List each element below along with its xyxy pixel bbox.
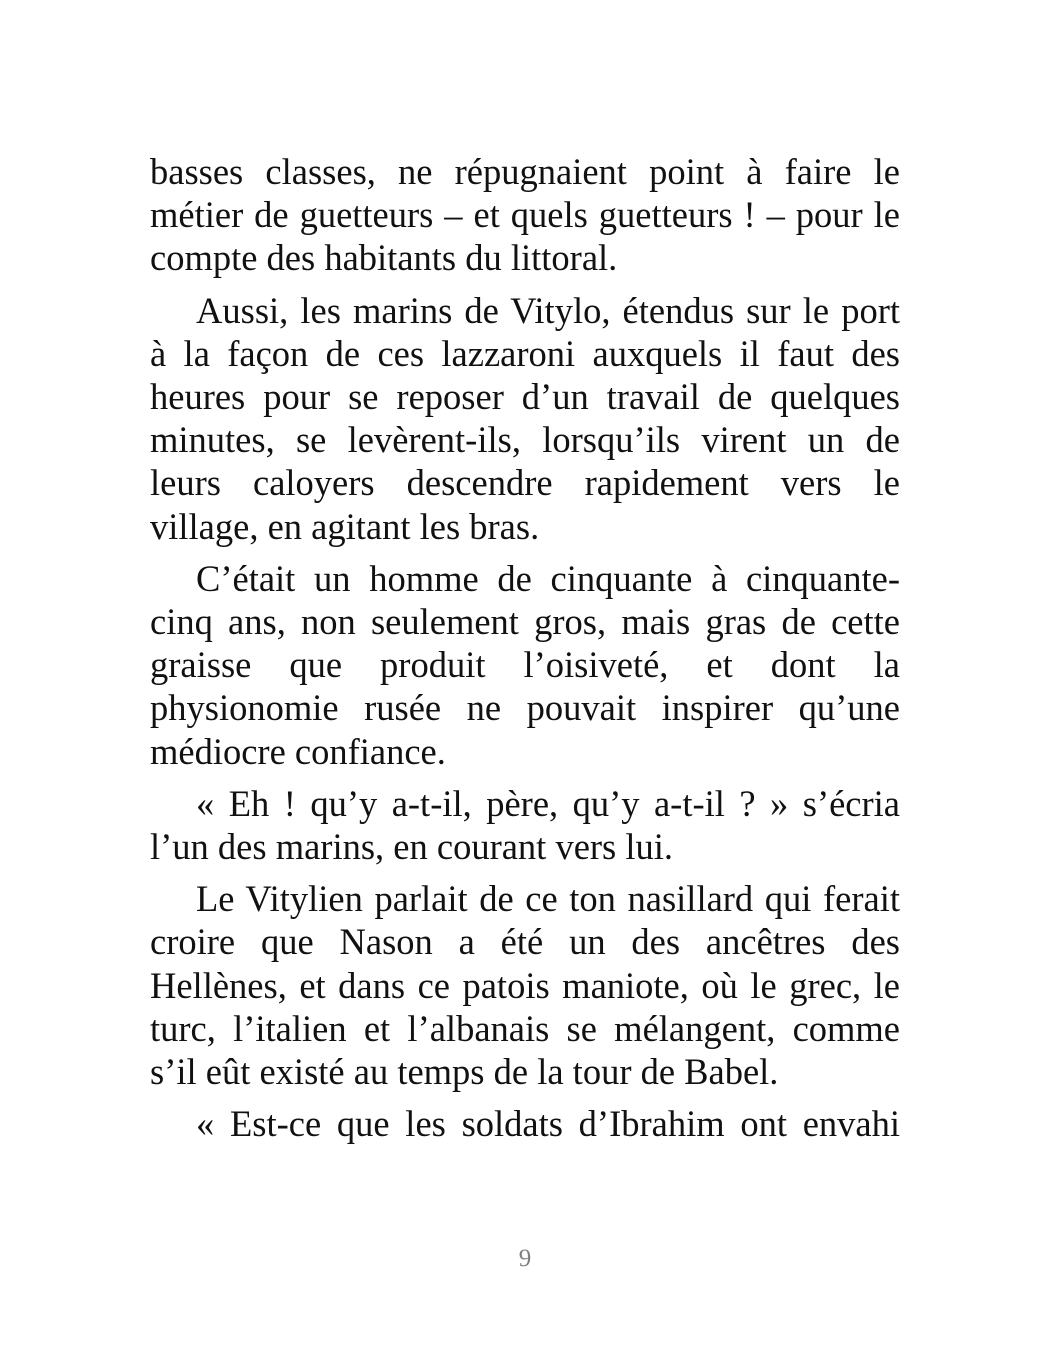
paragraph-continuation: basses classes, ne répugnaient point à faire le métier de guetteurs – et quels guetteurs ! – pour le compte des habitants du littoral. (150, 151, 900, 279)
paragraph-dialogue: « Eh ! qu’y a-t-il, père, qu’y a-t-il ? » s’écria l’un des marins, en courant vers lui. (150, 782, 900, 868)
paragraph-caloyer: C’était un homme de cinquante à cinquante-cinq ans, non seulement gros, mais gras de cette graisse que produit l’oisiveté, et dont la physionomie rusée ne pouvait inspirer qu’une médiocre confiance. (150, 557, 900, 772)
paragraph-marins: Aussi, les marins de Vitylo, étendus sur le port à la façon de ces lazzaroni auxquels il faut des heures pour se reposer d’un travail de quelques minutes, se levèrent-ils, lorsqu’ils virent un de leurs caloyers descendre rapidement vers le village, en agitant les bras. (150, 289, 900, 547)
paragraph-vitylien: Le Vitylien parlait de ce ton nasillard qui ferait croire que Nason a été un des ancêtres des Hellènes, et dans ce patois maniote, où le grec, le turc, l’italien et l’albanais se mélangent, comme s’il eût existé au temps de la tour de Babel. (150, 878, 900, 1093)
page-number: 9 (518, 1245, 532, 1272)
page-body (150, 150, 900, 1154)
paragraph-ibrahim: « Est-ce que les soldats d’Ibrahim ont envahi (196, 1103, 900, 1145)
